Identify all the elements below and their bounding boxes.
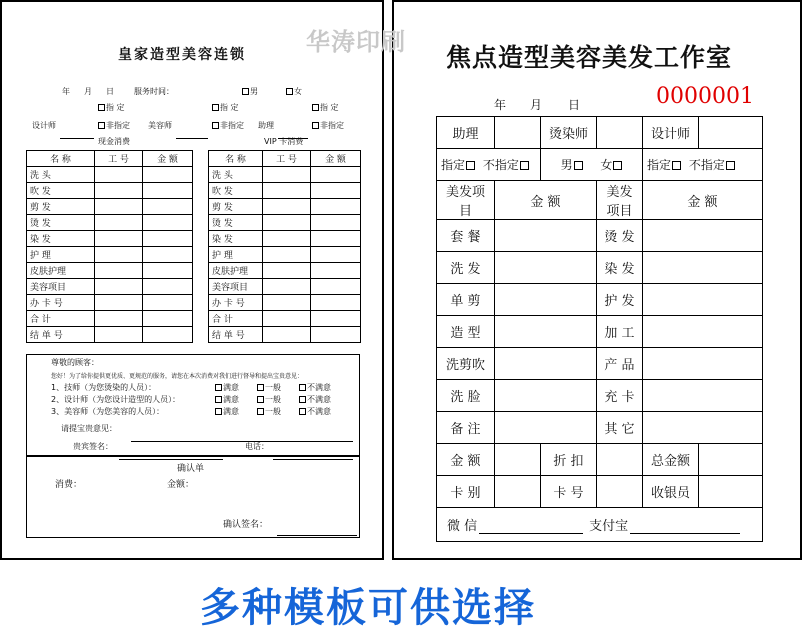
hair-item-header-right: 美发项目 [597,181,643,220]
table-row [437,444,763,476]
amount-header-right: 金 额 [643,181,763,220]
cash-amount-cell[interactable] [143,311,193,327]
phone-label: 电话： [245,442,269,451]
hair-item-left: 套 餐 [437,220,495,252]
amount-cell-left[interactable] [495,316,597,348]
right-receipt-form [392,0,802,560]
amount-cell-right[interactable] [643,284,763,316]
checkbox-icon[interactable] [312,104,319,111]
cash-item-name: 美容项目 [27,279,95,295]
vip-item-name: 合 计 [209,311,263,327]
cash-staff-no-cell[interactable] [95,199,143,215]
checkbox-icon[interactable] [574,161,583,170]
card-no-field[interactable] [597,476,643,508]
vip-item-name: 吹 发 [209,183,263,199]
vip-staff-no-cell[interactable] [263,247,311,263]
table-row [27,215,193,231]
checkbox-icon[interactable] [312,122,319,129]
table-row [437,348,763,380]
cash-header-2: 金 额 [143,151,193,167]
table-row [209,199,361,215]
q2-satisfied-option[interactable]: 满意 [215,394,239,405]
checkbox-icon[interactable] [242,88,249,95]
gender-options [541,149,643,181]
table-row [209,215,361,231]
cash-staff-no-cell[interactable] [95,167,143,183]
left-female-option[interactable]: 女 [286,86,302,97]
feedback-notice: 您好！为了给你提供更优质、更规范的服务，请您在本次消费对我们进行督导和提出宝贵意见： [51,373,304,380]
q3-satisfied-option[interactable]: 满意 [215,406,239,417]
hair-item-right: 加 工 [597,316,643,348]
cash-section-label: 现金消费 [98,137,130,146]
amount-field[interactable] [495,444,541,476]
amount-cell-left[interactable] [495,220,597,252]
table-row [209,167,361,183]
vip-consumption-table [208,150,361,343]
phone-field[interactable] [273,441,353,450]
cash-header-0: 名 称 [27,151,95,167]
cash-amount-cell[interactable] [143,183,193,199]
checkbox-icon[interactable] [212,104,219,111]
q2-ok-option[interactable]: 一般 [257,394,281,405]
cash-staff-no-cell[interactable] [95,247,143,263]
card-no-label: 卡 号 [541,476,597,508]
feedback-q2-label: 2、设计师（为您设计造型的人员）： [51,395,181,404]
cash-staff-no-cell[interactable] [95,183,143,199]
left-designer-assigned-option[interactable]: 指 定 [98,102,125,113]
vip-item-name: 剪 发 [209,199,263,215]
left-designer-field[interactable] [60,120,94,129]
checkbox-icon[interactable] [672,161,681,170]
assistant-field[interactable] [495,117,541,149]
table-row [27,199,193,215]
table-row [27,327,193,343]
table-row [209,231,361,247]
table-row [437,380,763,412]
checkbox-icon[interactable] [520,161,529,170]
amount-cell-right[interactable] [643,220,763,252]
cash-amount-cell[interactable] [143,263,193,279]
checkbox-icon[interactable] [299,384,306,391]
q3-unsatisfied-option[interactable]: 不满意 [299,406,331,417]
amount-label: 金 额 [437,444,495,476]
wechat-field[interactable] [479,519,583,534]
right-date-month: 月 [530,98,543,112]
perm-dye-tech-field[interactable] [597,117,643,149]
table-row [27,247,193,263]
amount-header-left: 金 额 [495,181,597,220]
left-service-time-label: 服务时间： [134,87,174,96]
amount-cell-left[interactable] [495,252,597,284]
amount-cell-left[interactable] [495,380,597,412]
alipay-field[interactable] [630,519,740,534]
hair-item-left: 造 型 [437,316,495,348]
cash-staff-no-cell[interactable] [95,279,143,295]
hair-item-right: 产 品 [597,348,643,380]
male-option[interactable]: 男 [561,158,583,172]
q2-unsatisfied-option[interactable]: 不满意 [299,394,331,405]
cash-amount-cell[interactable] [143,247,193,263]
vip-amount-cell[interactable] [311,279,361,295]
cash-item-name: 办 卡 号 [27,295,95,311]
checkbox-icon[interactable] [466,161,475,170]
amount-cell-left[interactable] [495,284,597,316]
checkbox-icon[interactable] [98,122,105,129]
cash-amount-cell[interactable] [143,167,193,183]
hair-item-left: 单 剪 [437,284,495,316]
table-row [27,263,193,279]
cash-item-name: 吹 发 [27,183,95,199]
table-row [437,284,763,316]
table-row [437,412,763,444]
amount-cell-right[interactable] [643,380,763,412]
table-row [437,476,763,508]
total-field[interactable] [699,444,763,476]
cash-consumption-table [26,150,193,343]
confirm-sign-field[interactable] [277,517,357,528]
cash-item-name: 剪 发 [27,199,95,215]
assistant-assigned-option[interactable]: 指定 [441,158,475,172]
guest-sign-label: 贵宾签名： [73,442,113,451]
cash-staff-no-cell[interactable] [95,215,143,231]
assistant-label: 助理 [437,117,495,149]
left-date-year: 年 [62,87,70,96]
cash-amount-cell[interactable] [143,295,193,311]
checkbox-icon[interactable] [215,396,222,403]
cash-item-name: 护 理 [27,247,95,263]
cash-staff-no-cell[interactable] [95,295,143,311]
cash-item-name: 合 计 [27,311,95,327]
vip-staff-no-cell[interactable] [263,279,311,295]
vip-amount-cell[interactable] [311,247,361,263]
cash-staff-no-cell[interactable] [95,327,143,343]
vip-amount-cell[interactable] [311,263,361,279]
cashier-field[interactable] [699,476,763,508]
left-beautician-assigned-option[interactable]: 指 定 [212,102,239,113]
vip-amount-cell[interactable] [311,231,361,247]
q1-ok-option[interactable]: 一般 [257,382,281,393]
table-row [437,220,763,252]
cash-item-name: 染 发 [27,231,95,247]
vip-staff-no-cell[interactable] [263,183,311,199]
vip-amount-cell[interactable] [311,311,361,327]
checkbox-icon[interactable] [212,122,219,129]
left-assistant-not-assigned-option[interactable]: 非指定 [312,120,344,131]
table-row [209,311,361,327]
q3-ok-option[interactable]: 一般 [257,406,281,417]
table-row [437,316,763,348]
checkbox-icon[interactable] [613,161,622,170]
left-male-option[interactable]: 男 [242,86,258,97]
vip-item-name: 办 卡 号 [209,295,263,311]
checkbox-icon[interactable] [257,408,264,415]
right-form-title: 焦点造型美容美发工作室 [446,43,733,72]
vip-item-name: 染 发 [209,231,263,247]
table-row [27,279,193,295]
watermark-text: 华涛印刷 [306,28,406,56]
amount-cell-right[interactable] [643,412,763,444]
hair-item-left: 洗 脸 [437,380,495,412]
feedback-box [26,354,360,456]
promo-banner: 多种模板可供选择 [200,585,536,631]
designer-not-assigned-option[interactable]: 不指定 [689,158,735,172]
payment-cell [437,508,763,542]
q1-satisfied-option[interactable]: 满意 [215,382,239,393]
vip-staff-no-cell[interactable] [263,215,311,231]
alipay-label: 支付宝 [589,519,629,534]
right-date-day: 日 [568,98,581,112]
vip-staff-no-cell[interactable] [263,295,311,311]
amount-cell-right[interactable] [643,316,763,348]
female-option[interactable]: 女 [600,158,622,172]
designer-assign-options [643,149,763,181]
left-date-day: 日 [106,87,114,96]
total-label: 总金额 [643,444,699,476]
hair-item-right: 护 发 [597,284,643,316]
cash-staff-no-cell[interactable] [95,263,143,279]
vip-staff-no-cell[interactable] [263,167,311,183]
amount-cell-left[interactable] [495,412,597,444]
vip-header-0: 名 称 [209,151,263,167]
card-type-field[interactable] [495,476,541,508]
feedback-q3-label: 3、美容师（为您美容的人员）： [51,407,165,416]
cash-item-name: 结 单 号 [27,327,95,343]
checkbox-icon[interactable] [257,384,264,391]
designer-label: 设计师 [643,117,699,149]
table-row [27,231,193,247]
hair-item-left: 洗 发 [437,252,495,284]
cash-item-name: 烫 发 [27,215,95,231]
left-receipt-form [0,0,384,560]
right-service-table [436,116,763,542]
vip-item-name: 结 单 号 [209,327,263,343]
cash-header-1: 工 号 [95,151,143,167]
cash-amount-cell[interactable] [143,215,193,231]
table-row [209,295,361,311]
table-row [209,247,361,263]
checkbox-icon[interactable] [98,104,105,111]
amount-cell-left[interactable] [495,348,597,380]
amount-cell-right[interactable] [643,252,763,284]
discount-field[interactable] [597,444,643,476]
payment-row [437,508,763,542]
hair-item-header-left: 美发项目 [437,181,495,220]
wechat-label: 微 信 [447,519,478,534]
cash-amount-cell[interactable] [143,327,193,343]
cash-staff-no-cell[interactable] [95,311,143,327]
cash-item-name: 洗 头 [27,167,95,183]
discount-label: 折 扣 [541,444,597,476]
vip-staff-no-cell[interactable] [263,327,311,343]
cash-amount-cell[interactable] [143,231,193,247]
table-row [437,252,763,284]
assistant-assign-options [437,149,541,181]
left-assistant-field[interactable] [278,120,308,129]
cash-staff-no-cell[interactable] [95,231,143,247]
vip-table-body [209,151,361,343]
left-assistant-label: 助理 [258,121,274,130]
confirm-box [26,456,360,538]
vip-item-name: 皮肤护理 [209,263,263,279]
hair-item-right: 其 它 [597,412,643,444]
vip-staff-no-cell[interactable] [263,263,311,279]
hair-item-right: 染 发 [597,252,643,284]
left-designer-not-assigned-option[interactable]: 非指定 [98,120,130,131]
vip-header-2: 金 额 [311,151,361,167]
vip-amount-cell[interactable] [311,327,361,343]
guest-sign-field[interactable] [119,441,223,450]
cashier-label: 收银员 [643,476,699,508]
vip-amount-cell[interactable] [311,215,361,231]
hair-item-left: 备 注 [437,412,495,444]
hair-item-right: 烫 发 [597,220,643,252]
table-row [27,167,193,183]
serial-number: 0000001 [656,84,754,109]
vip-staff-no-cell[interactable] [263,231,311,247]
left-form-title: 皇家造型美容连锁 [118,47,246,63]
left-beautician-label: 美容师 [148,121,172,130]
checkbox-icon[interactable] [286,88,293,95]
table-row [27,183,193,199]
cash-amount-cell[interactable] [143,199,193,215]
vip-amount-cell[interactable] [311,183,361,199]
checkbox-icon[interactable] [257,396,264,403]
table-row [209,327,361,343]
left-date-month: 月 [84,87,92,96]
amount-cell-right[interactable] [643,348,763,380]
vip-item-name: 洗 头 [209,167,263,183]
cash-item-name: 皮肤护理 [27,263,95,279]
vip-amount-cell[interactable] [311,167,361,183]
vip-amount-cell[interactable] [311,199,361,215]
assistant-not-assigned-option[interactable]: 不指定 [483,158,529,172]
vip-header-1: 工 号 [263,151,311,167]
checkbox-icon[interactable] [215,408,222,415]
vip-staff-no-cell[interactable] [263,311,311,327]
left-beautician-field[interactable] [176,120,208,129]
right-date-year: 年 [494,98,507,112]
checkbox-icon[interactable] [299,408,306,415]
vip-item-name: 护 理 [209,247,263,263]
opinion-label: 请提宝贵意见： [61,424,117,433]
feedback-greeting: 尊敬的顾客： [51,358,99,367]
checkbox-icon[interactable] [215,384,222,391]
hair-item-left: 洗剪吹 [437,348,495,380]
table-row [27,295,193,311]
hair-item-right: 充 卡 [597,380,643,412]
cash-amount-cell[interactable] [143,279,193,295]
vip-item-name: 美容项目 [209,279,263,295]
table-row [209,183,361,199]
designer-assigned-option[interactable]: 指定 [647,158,681,172]
table-row [209,263,361,279]
checkbox-icon[interactable] [299,396,306,403]
card-type-label: 卡 别 [437,476,495,508]
q1-unsatisfied-option[interactable]: 不满意 [299,382,331,393]
confirm-amount-label: 金额： [167,480,195,490]
table-row [209,279,361,295]
confirm-consume-label: 消费： [55,480,83,490]
left-assistant-assigned-option[interactable]: 指 定 [312,102,339,113]
feedback-q1-label: 1、技师（为您烫染的人员）： [51,383,157,392]
vip-item-name: 烫 发 [209,215,263,231]
cash-table-body [27,151,193,343]
confirm-sign-label: 确认签名： [223,520,269,530]
table-row [27,311,193,327]
right-table-body [437,117,763,542]
confirm-title: 确认单 [177,464,205,474]
designer-field[interactable] [699,117,763,149]
perm-dye-tech-label: 烫染师 [541,117,597,149]
left-beautician-not-assigned-option[interactable]: 非指定 [212,120,244,131]
left-designer-label: 设计师 [32,121,56,130]
vip-amount-cell[interactable] [311,295,361,311]
vip-section-label: VIP 卡消费 [264,137,304,146]
vip-staff-no-cell[interactable] [263,199,311,215]
opinion-field[interactable] [131,423,353,432]
checkbox-icon[interactable] [726,161,735,170]
